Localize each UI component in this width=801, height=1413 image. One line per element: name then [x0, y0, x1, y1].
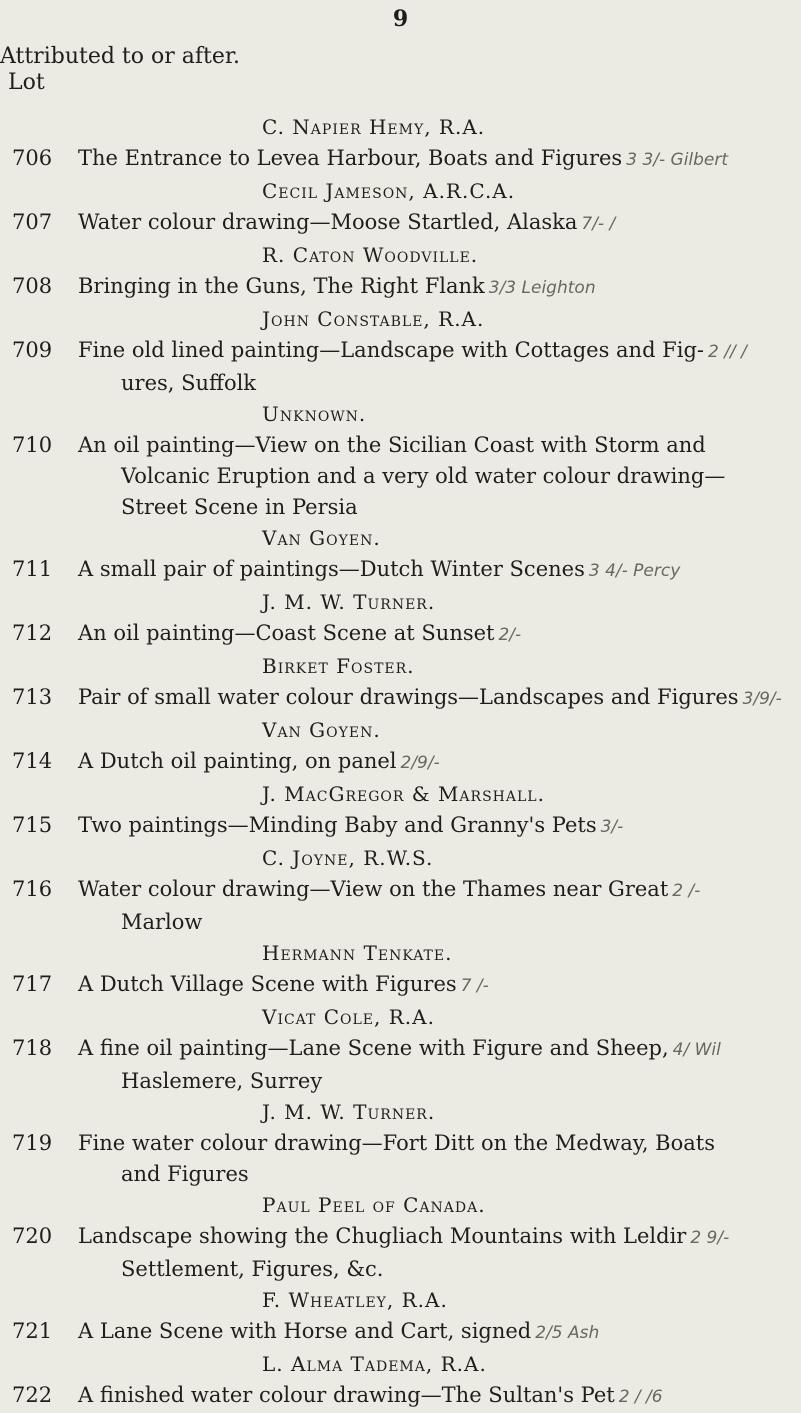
lot-entry: [0, 1190, 801, 1285]
handwritten-price: 2 // /: [708, 342, 747, 362]
lot-description-continued: Volcanic Eruption and a very old water colour drawing—: [121, 464, 726, 488]
lot-artist: Unknown.: [262, 402, 367, 426]
lot-artist: Cecil Jameson, A.R.C.A.: [262, 179, 516, 203]
lot-entry: [0, 715, 801, 779]
handwritten-price: 2/5 Ash: [535, 1323, 600, 1343]
handwritten-price: 3/-: [600, 817, 624, 837]
lot-entry: [0, 1002, 801, 1097]
lot-description-continued: and Figures: [121, 1162, 249, 1186]
handwritten-price: 7 /-: [460, 976, 489, 996]
lot-number: 708: [12, 274, 53, 298]
lot-artist: Paul Peel of Canada.: [262, 1193, 486, 1217]
lot-description: Water colour drawing—Moose Startled, Alaska: [78, 210, 578, 234]
lot-description: An oil painting—View on the Sicilian Coast with Storm and: [78, 433, 706, 457]
handwritten-price: 2 /-: [672, 881, 701, 901]
lot-number: 711: [12, 557, 53, 581]
lot-artist: C. Joyne, R.W.S.: [262, 846, 434, 870]
lot-artist: J. MacGregor & Marshall.: [262, 782, 545, 806]
lot-entry: [0, 304, 801, 399]
lot-description-continued: Settlement, Figures, &c.: [121, 1257, 384, 1281]
lot-description: A fine oil painting—Lane Scene with Figure and Sheep,: [78, 1036, 669, 1060]
lot-description: A Dutch oil painting, on panel: [78, 749, 397, 773]
lot-description: A finished water colour drawing—The Sultan's Pet: [78, 1383, 615, 1407]
handwritten-price: 2/9/-: [400, 753, 440, 773]
lot-description-continued: Haslemere, Surrey: [121, 1069, 323, 1093]
lot-entry: [0, 112, 801, 176]
lot-artist: C. Napier Hemy, R.A.: [262, 115, 486, 139]
lot-number: 718: [12, 1036, 53, 1060]
lot-description: Landscape showing the Chugliach Mountains with Leldir: [78, 1224, 687, 1248]
lot-number: 710: [12, 433, 53, 457]
handwritten-price: 3/3 Leighton: [488, 278, 596, 298]
lot-artist: Van Goyen.: [262, 526, 381, 550]
handwritten-price: 2/-: [498, 625, 522, 645]
lot-description: Pair of small water colour drawings—Landscapes and Figures: [78, 685, 739, 709]
lot-number: 720: [12, 1224, 53, 1248]
lot-entry: [0, 176, 801, 240]
lot-entry: [0, 1097, 801, 1190]
lot-artist: R. Caton Woodville.: [262, 243, 479, 267]
lot-number: 713: [12, 685, 53, 709]
lot-number: 721: [12, 1319, 53, 1343]
lot-entry: [0, 1349, 801, 1413]
lot-description-continued: Street Scene in Persia: [121, 495, 358, 519]
lot-artist: L. Alma Tadema, R.A.: [262, 1352, 487, 1376]
lot-number: 716: [12, 877, 53, 901]
lot-number: 706: [12, 146, 53, 170]
lot-number: 709: [12, 338, 53, 362]
lot-artist: J. M. W. Turner.: [262, 1100, 436, 1124]
lot-number: 707: [12, 210, 53, 234]
lot-entry: [0, 651, 801, 715]
lot-entry: [0, 843, 801, 938]
lot-entry: [0, 779, 801, 843]
handwritten-price: 3 3/- Gilbert: [626, 150, 729, 170]
lot-description: Fine old lined painting—Landscape with Cottages and Fig-: [78, 338, 705, 362]
lot-entry: [0, 587, 801, 651]
handwritten-price: 7/- /: [581, 214, 616, 234]
column-header: [0, 44, 240, 96]
lot-artist: Hermann Tenkate.: [262, 941, 453, 965]
lot-artist: J. M. W. Turner.: [262, 590, 436, 614]
lot-description: Water colour drawing—View on the Thames near Great: [78, 877, 669, 901]
lot-description: Fine water colour drawing—Fort Ditt on the Medway, Boats: [78, 1131, 715, 1155]
handwritten-price: 3 4/- Percy: [588, 561, 681, 581]
lot-artist: F. Wheatley, R.A.: [262, 1288, 448, 1312]
lot-artist: Birket Foster.: [262, 654, 415, 678]
lot-description: The Entrance to Levea Harbour, Boats and Figures: [78, 146, 623, 170]
lot-artist: Van Goyen.: [262, 718, 381, 742]
lot-entry: [0, 523, 801, 587]
lot-number: 712: [12, 621, 53, 645]
lot-number: 717: [12, 972, 53, 996]
lot-description: A Lane Scene with Horse and Cart, signed: [78, 1319, 532, 1343]
lot-entry: [0, 240, 801, 304]
lot-artist: John Constable, R.A.: [262, 307, 485, 331]
handwritten-price: 3/9/-: [742, 689, 782, 709]
lot-entry: [0, 938, 801, 1002]
lot-heading: Lot: [8, 70, 45, 95]
lot-description: An oil painting—Coast Scene at Sunset: [78, 621, 495, 645]
page-number: 9: [392, 6, 409, 32]
lot-artist: Vicat Cole, R.A.: [262, 1005, 435, 1029]
lot-number: 719: [12, 1131, 53, 1155]
lot-list: [0, 112, 801, 1413]
lot-number: 722: [12, 1383, 53, 1407]
lot-description: A Dutch Village Scene with Figures: [78, 972, 457, 996]
lot-description: Two paintings—Minding Baby and Granny's Pets: [78, 813, 597, 837]
lot-description: Bringing in the Guns, The Right Flank: [78, 274, 485, 298]
lot-description-continued: Marlow: [121, 910, 203, 934]
lot-number: 715: [12, 813, 53, 837]
lot-entry: [0, 1285, 801, 1349]
handwritten-price: 2 9/-: [690, 1228, 730, 1248]
handwritten-price: 4/ Wil: [672, 1040, 721, 1060]
lot-description-continued: ures, Suffolk: [121, 371, 257, 395]
section-heading: Attributed to or after.: [0, 44, 240, 69]
handwritten-price: 2 / /6: [618, 1387, 663, 1407]
lot-number: 714: [12, 749, 53, 773]
lot-entry: [0, 399, 801, 523]
lot-description: A small pair of paintings—Dutch Winter Scenes: [78, 557, 585, 581]
